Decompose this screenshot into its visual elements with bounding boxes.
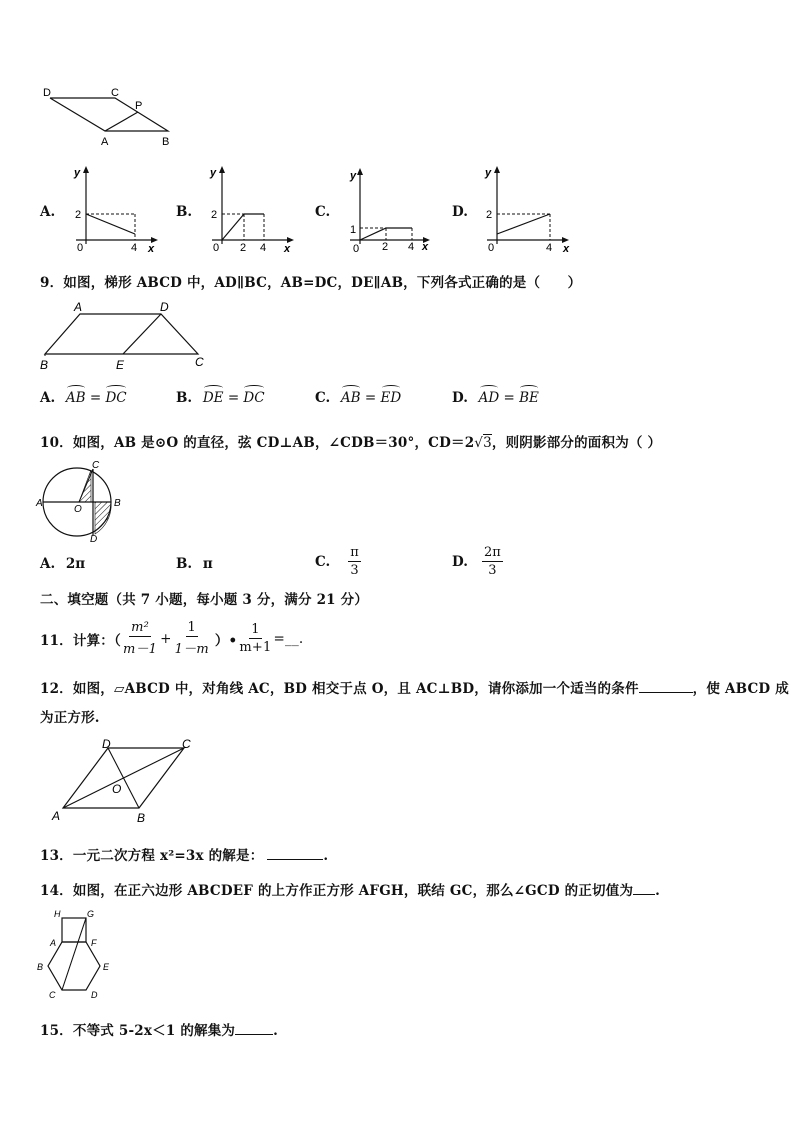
section-heading-fill-in: 二、填空题（共 7 小题，每小题 3 分，满分 21 分） [40,592,369,608]
label-a: A [101,136,109,148]
tick-x: 4 [260,242,267,254]
tick-y: 1 [350,224,357,236]
option-d-letter[interactable]: D. [452,204,468,220]
tick-x: 4 [131,242,138,254]
q9-option-d[interactable] [452,390,539,406]
label-p: P [135,100,143,112]
fraction-numerator: 2π [483,545,501,560]
question-14 [40,879,660,899]
fraction [348,545,361,578]
figure-rhombus [46,736,202,826]
q11-suffix: =__. [273,630,304,647]
fraction-2 [173,620,211,657]
label-b: B [37,962,44,972]
answer-blank[interactable] [639,692,693,693]
answer-blank[interactable] [633,894,655,895]
figure-parallelogram-p [40,84,180,150]
fraction-numerator: 1 [187,620,196,635]
option-letter: A. [40,556,56,572]
stem-part-a: 10．如图，AB 是⊙O 的直径，弦 CD⊥AB，∠CDB＝30°，CD＝2 [40,435,475,451]
fraction-numerator: m² [131,620,150,635]
arc-dc: DC [243,390,265,406]
option-b-letter[interactable]: B. [176,204,193,220]
q10-option-c[interactable] [315,545,361,578]
q14-end: . [655,883,661,899]
q10-option-a[interactable] [40,556,85,572]
label-d: D [102,737,111,751]
axis-x: x [148,243,155,255]
fraction-denominator: 1－m [174,642,209,657]
q15-text: 15．不等式 5-2x＜1 的解集为 [40,1023,236,1039]
label-b: B [40,358,49,372]
q11-mid: ）• [214,632,238,649]
figure-hexagon-square [36,904,116,1004]
fraction-denominator: 3 [350,563,359,578]
axis-y: y [350,170,357,182]
figure-circle [36,460,126,544]
fraction-denominator: m－1 [122,642,158,657]
label-d: D [43,87,51,99]
axis-y: y [210,167,217,179]
arc-ab: AB [65,390,86,406]
option-letter: D. [452,390,468,406]
question-12-line2: 为正方形. [40,710,100,726]
graph-option-d [479,164,579,254]
arc-ad: AD [478,390,500,406]
axis-x: x [284,243,291,255]
figure-trapezoid [38,298,213,376]
graph-option-b [204,164,304,254]
label-b: B [162,136,170,148]
label-b: B [137,811,146,825]
label-e: E [103,962,110,972]
q15-end: . [273,1023,279,1039]
question-12-line1 [40,677,789,697]
label-a: A [74,300,83,314]
question-11 [40,620,303,657]
answer-blank[interactable] [235,1034,273,1035]
graph-option-a [68,164,168,254]
fraction-3 [237,622,273,655]
option-letter: C. [315,553,331,570]
fraction [482,545,503,578]
tick-origin: 0 [488,242,495,254]
tick-y: 2 [211,209,218,221]
axis-y: y [74,167,81,179]
question-10-stem [40,431,661,451]
q12-text-b: ，使 ABCD 成 [692,681,789,697]
tick-x: 4 [408,241,415,253]
q13-text: 13．一元二次方程 x²=3x 的解是： [40,848,264,864]
label-b: B [114,498,121,509]
option-a-letter[interactable]: A. [40,204,56,220]
q12-text-a: 12．如图，▱ABCD 中，对角线 AC，BD 相交于点 O，且 AC⊥BD，请你添加一个适当的条件 [40,681,639,697]
label-c: C [195,355,204,369]
fraction-1 [121,620,159,657]
fraction-denominator: m+1 [239,640,272,655]
equals-sign: = [364,390,377,406]
option-letter: B. [176,390,193,406]
tick-x: 2 [240,242,247,254]
option-letter: A. [40,390,56,406]
q9-option-b[interactable] [176,390,265,406]
label-o: O [112,782,122,796]
label-f: F [91,938,97,948]
label-h: H [54,909,61,919]
option-c-letter[interactable]: C. [315,204,331,220]
graph-option-c [342,166,442,256]
equals-sign: = [503,390,515,406]
q9-option-a[interactable] [40,390,127,406]
q13-end: . [323,848,329,864]
tick-x: 4 [546,242,553,254]
fraction-numerator: π [350,545,359,560]
label-e: E [116,358,125,372]
arc-dc: DC [105,390,127,406]
label-a: A [52,809,61,823]
sqrt-symbol: √ [474,435,484,451]
label-d: D [90,534,98,545]
tick-y: 2 [75,209,82,221]
q9-option-c[interactable] [315,390,401,406]
equals-sign: = [89,390,102,406]
label-d: D [160,300,169,314]
label-c: C [111,87,119,99]
arc-be: BE [519,390,539,406]
option-letter: C. [315,390,331,406]
equals-sign: = [227,390,240,406]
q10-option-d[interactable] [452,545,503,578]
axis-x: x [422,241,429,253]
axis-x: x [563,243,570,255]
option-letter: B. [176,556,193,572]
q11-prefix: 11．计算：（ [40,632,121,649]
question-9-stem: 9．如图，梯形 ABCD 中，AD∥BC，AB=DC，DE∥AB，下列各式正确的是（ ） [40,275,582,291]
tick-x: 2 [382,241,389,253]
stem-part-b: ，则阴影部分的面积为（ ） [491,435,662,451]
label-a: A [36,498,43,509]
tick-origin: 0 [213,242,220,254]
question-15 [40,1019,278,1039]
question-13 [40,844,328,864]
label-c: C [92,460,100,471]
answer-blank[interactable] [267,859,323,860]
tick-origin: 0 [353,243,360,255]
arc-ab: AB [340,390,361,406]
q10-option-b[interactable] [176,556,213,572]
option-letter: D. [452,553,468,570]
arc-de: DE [202,390,224,406]
tick-origin: 0 [77,242,84,254]
label-a: A [50,938,57,948]
option-text: π [202,556,213,572]
arc-ed: ED [380,390,402,406]
fraction-numerator: 1 [251,622,260,637]
tick-y: 2 [486,209,493,221]
axis-y: y [485,167,492,179]
label-c: C [182,737,191,751]
fraction-denominator: 3 [488,563,497,578]
option-text: 2π [65,556,86,572]
label-c: C [49,990,56,1000]
plus-sign: + [160,630,172,647]
sqrt-radicand: 3 [483,435,492,451]
label-o: O [74,504,82,515]
label-g: G [87,909,95,919]
q14-text: 14．如图，在正六边形 ABCDEF 的上方作正方形 AFGH，联结 GC，那么∠GCD 的正切值为 [40,883,634,899]
label-d: D [91,990,98,1000]
